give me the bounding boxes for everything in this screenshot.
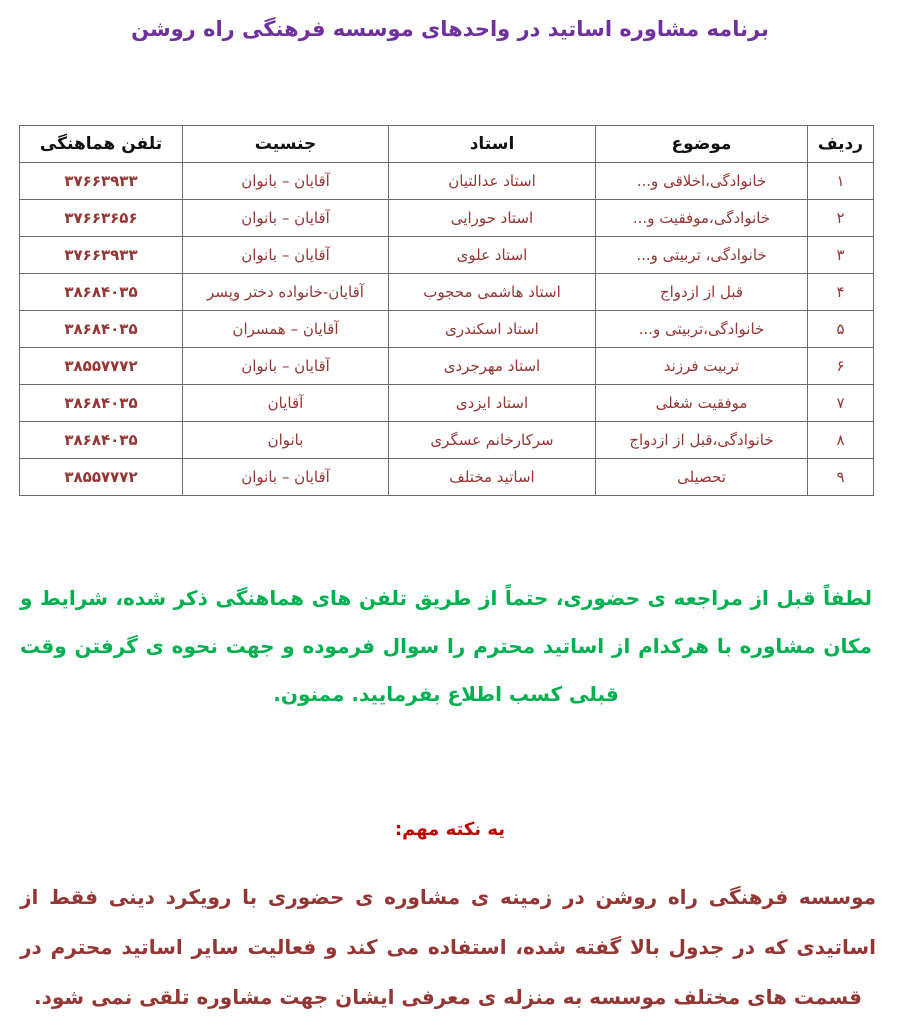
cell-radif: ۵ [808,311,874,348]
cell-gender: آقایان [183,385,389,422]
cell-phone: ۳۸۶۸۴۰۳۵ [20,422,183,459]
table-row [20,311,874,348]
cell-teacher: اساتید مختلف [389,459,596,496]
cell-topic: تحصیلی [596,459,808,496]
cell-topic: خانوادگی،قبل از ازدواج [596,422,808,459]
cell-radif: ۴ [808,274,874,311]
page-title: برنامه مشاوره اساتید در واحدهای موسسه فرهنگی راه روشن [131,17,769,41]
cell-gender: آقایان – بانوان [183,348,389,385]
table-row [20,163,874,200]
cell-phone: ۳۷۶۶۳۶۵۶ [20,200,183,237]
cell-teacher: استاد مهرجردی [389,348,596,385]
cell-gender: آقایان – بانوان [183,237,389,274]
table-row [20,422,874,459]
cell-phone: ۳۸۵۵۷۷۷۲ [20,348,183,385]
cell-topic: خانوادگی،اخلاقی و... [596,163,808,200]
cell-topic: قبل از ازدواج [596,274,808,311]
cell-radif: ۶ [808,348,874,385]
consultation-table [19,125,874,496]
table-header-row [20,126,874,163]
table-row [20,237,874,274]
important-note-body: موسسه فرهنگی راه روشن در زمینه ی مشاوره ی حضوری با رویکرد دینی فقط از اساتیدی که در جدول بالا گفته شده، استفاده می کند و فعالیت سایر اساتید محترم در قسمت های مختلف موسسه به منزله ی معرفی ایشان جهت مشاوره تلقی نمی شود. [20,885,876,1009]
cell-gender: آقایان-خانواده دختر وپسر [183,274,389,311]
header-phone: تلفن هماهنگی [20,126,183,163]
cell-gender: آقایان – همسران [183,311,389,348]
cell-teacher: استاد هاشمی محجوب [389,274,596,311]
cell-teacher: استاد ایزدی [389,385,596,422]
cell-phone: ۳۸۶۸۴۰۳۵ [20,311,183,348]
table-body [20,163,874,496]
header-radif: ردیف [808,126,874,163]
cell-topic: خانوادگی،موفقیت و... [596,200,808,237]
header-topic: موضوع [596,126,808,163]
cell-radif: ۸ [808,422,874,459]
cell-gender: آقایان – بانوان [183,459,389,496]
cell-radif: ۲ [808,200,874,237]
cell-phone: ۳۷۶۶۳۹۳۳ [20,237,183,274]
table-row [20,274,874,311]
cell-topic: موفقیت شغلی [596,385,808,422]
cell-teacher: استاد حورایی [389,200,596,237]
table-row [20,459,874,496]
cell-phone: ۳۸۵۵۷۷۷۲ [20,459,183,496]
cell-radif: ۳ [808,237,874,274]
cell-teacher: استاد اسکندری [389,311,596,348]
cell-radif: ۷ [808,385,874,422]
header-gender: جنسیت [183,126,389,163]
cell-topic: خانوادگی، تربیتی و... [596,237,808,274]
cell-phone: ۳۸۶۸۴۰۳۵ [20,385,183,422]
cell-gender: بانوان [183,422,389,459]
table-row [20,385,874,422]
cell-teacher: استاد عدالتیان [389,163,596,200]
cell-topic: خانوادگی،تربیتی و... [596,311,808,348]
cell-teacher: سرکارخانم عسگری [389,422,596,459]
cell-gender: آقایان – بانوان [183,163,389,200]
cell-phone: ۳۷۶۶۳۹۳۳ [20,163,183,200]
cell-phone: ۳۸۶۸۴۰۳۵ [20,274,183,311]
cell-radif: ۹ [808,459,874,496]
important-note-heading: یه نکته مهم: [394,819,506,840]
cell-gender: آقایان – بانوان [183,200,389,237]
header-teacher: استاد [389,126,596,163]
cell-teacher: استاد علوی [389,237,596,274]
table-row [20,348,874,385]
cell-topic: تربیت فرزند [596,348,808,385]
table-row [20,200,874,237]
cell-radif: ۱ [808,163,874,200]
contact-notice: لطفاً قبل از مراجعه ی حضوری، حتماً از طریق تلفن های هماهنگی ذکر شده، شرایط و مکان مشاوره با هرکدام از اساتید محترم را سوال فرموده و جهت نحوه ی گرفتن وقت قبلی کسب اطلاع بفرمایید. ممنون. [20,586,872,706]
